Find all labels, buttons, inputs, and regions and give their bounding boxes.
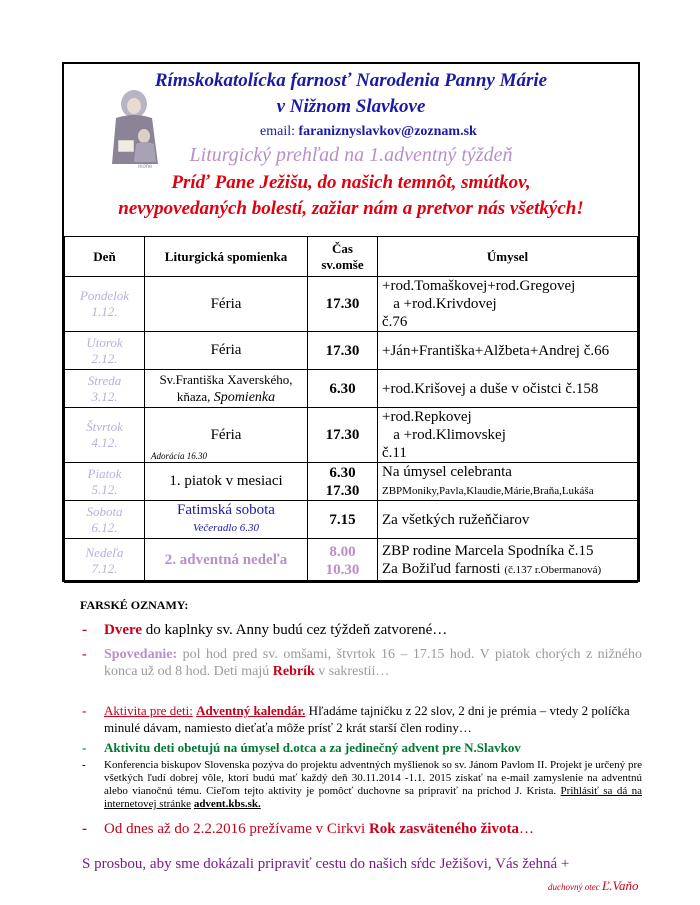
table-row (65, 501, 638, 539)
table-row (65, 463, 638, 501)
intent-cell (378, 408, 638, 463)
intent-line: a +rod.Krivdovej (393, 296, 497, 312)
announcement-keyword: Dvere (104, 622, 143, 638)
vigil-note: Večeradlo 6.30 (193, 522, 259, 534)
bulletin-header (64, 64, 638, 236)
announcement-text: Hľadáme tajničku z 22 slov, 2 dni je prémia – vtedy 2 políčka minulé dávam, namiesto dieťaťa môže prísť 2 krát starší člen rodiny… (104, 703, 630, 735)
day-name: Sobota (86, 503, 123, 519)
liturgy-line: kňaza, (176, 389, 211, 404)
bullet-dash: - (82, 647, 87, 662)
announcement-ellipsis: … (518, 821, 534, 837)
liturgy-cell (145, 408, 308, 463)
intent-line: Na úmysel celebranta (382, 464, 512, 480)
announcement-label: Aktivita pre deti: (104, 703, 193, 718)
time-cell: 17.30 (308, 332, 378, 370)
parish-location: v Nižnom Slavkove (276, 96, 426, 117)
intent-cell: +rod.Krišovej a duše v očistci č.158 (378, 370, 638, 408)
adoration-note: Adorácia 16.30 (151, 451, 207, 461)
intent-line: +rod.Tomaškovej+rod.Gregovej (382, 278, 576, 294)
table-row (65, 370, 638, 408)
time-cell: 17.30 (308, 277, 378, 332)
announcement-keyword: Spovedanie: (104, 647, 178, 662)
announcement-keyword: Rebrík (272, 664, 315, 679)
header-time (308, 237, 378, 277)
header-time-2: sv.omše (321, 256, 364, 272)
liturgy-line: Fatimská sobota (177, 502, 275, 518)
announcements-list (82, 622, 642, 845)
announcement-keyword: Rok zasväteného života (368, 821, 519, 837)
time-cell: 17.30 (308, 408, 378, 463)
header-intent: Úmysel (378, 237, 638, 277)
day-name: Nedeľa (85, 544, 124, 560)
prayer-line-2: nevypovedaných bolestí, zažiar nám a pretvor nás všetkých! (118, 198, 584, 219)
day-cell (65, 501, 145, 539)
signature-name: Ľ.Vaňo (601, 878, 639, 893)
liturgy-line: Sv.Františka Xaverského, (159, 372, 293, 387)
email-label: email: (260, 124, 295, 139)
advent-link[interactable]: advent.kbs.sk. (193, 798, 261, 810)
header-day: Deň (65, 237, 145, 277)
signature-prefix: duchovný otec (548, 882, 600, 892)
liturgy-cell (145, 501, 308, 539)
list-item (82, 646, 642, 702)
intent-cell (378, 463, 638, 501)
time-value: 10.30 (325, 561, 360, 578)
day-name: Streda (87, 372, 122, 388)
intent-line-small: (č.137 r.Obermanová) (504, 564, 602, 576)
email-line (260, 124, 477, 140)
day-date: 4.12. (91, 435, 118, 450)
header-liturgy: Liturgická spomienka (145, 237, 308, 277)
intent-line: Za Božiľud farnosti (382, 561, 501, 577)
day-date: 6.12. (91, 519, 118, 535)
announcements-heading: FARSKÉ OZNAMY: (80, 598, 189, 612)
svg-text:ikone: ikone (138, 164, 153, 170)
liturgy-cell: Féria (145, 277, 308, 332)
day-date: 1.12. (91, 304, 118, 319)
liturgy-cell: 2. adventná nedeľa (145, 539, 308, 583)
liturgy-cell: 1. piatok v mesiaci (145, 463, 308, 501)
intent-line: ZBPMoniky,Pavla,Klaudie,Márie,Braňa,Lukáša (382, 485, 594, 497)
announcement-text: Od dnes až do 2.2.2016 prežívame v Cirkvi (104, 821, 366, 837)
announcement-text: Konferencia biskupov Slovenska pozýva do projektu adventných myšlienok so sv. Jánom Pavlom II. Projekt je určený pre všetkých ľudí dobrej vôle, ktorí budú mať každý deň 30.11.2014 -1.1. 2015 získať na e-mail zamyslenie na adventnú alebo vianočnú tému. Cieľom tejto aktivity je pomôcť duchovne sa pripraviť na príchod J. Krista. (104, 759, 642, 797)
list-item (82, 702, 642, 740)
time-value: 8.00 (329, 543, 356, 560)
day-name: Štvrtok (86, 419, 123, 434)
day-cell (65, 463, 145, 501)
day-cell (65, 539, 145, 583)
day-date: 7.12. (91, 560, 118, 576)
intent-cell: +Ján+Františka+Alžbeta+Andrej č.66 (378, 332, 638, 370)
bullet-dash: - (82, 622, 87, 638)
day-date: 5.12. (91, 481, 118, 497)
day-date: 2.12. (91, 350, 118, 366)
day-cell (65, 370, 145, 408)
day-cell (65, 332, 145, 370)
bullet-dash: - (82, 703, 87, 718)
day-name: Utorok (86, 334, 123, 350)
day-cell (65, 408, 145, 463)
day-name: Pondelok (79, 288, 130, 303)
liturgical-subtitle: Liturgický prehľad na 1.adventný týždeň (189, 144, 513, 166)
table-row (65, 539, 638, 583)
intent-cell (378, 539, 638, 583)
schedule-table (64, 236, 638, 583)
liturgy-rank: Spomienka (213, 390, 276, 405)
email-address[interactable]: faraniznyslavkov@zoznam.sk (298, 124, 477, 139)
time-cell (308, 539, 378, 583)
intent-cell (378, 277, 638, 332)
announcement-text: v sakrestii… (318, 664, 390, 679)
table-header-row (65, 237, 638, 277)
intent-line: +rod.Repkovej (382, 409, 472, 425)
intent-cell: Za všetkých ružeňčiarov (378, 501, 638, 539)
intent-line: ZBP rodine Marcela Spodníka č.15 (382, 543, 594, 559)
intent-line: a +rod.Klimovskej (393, 427, 506, 443)
closing-blessing: S prosbou, aby sme dokázali pripraviť cestu do našich sŕdc Ježišovi, Vás žehná + (82, 856, 570, 872)
time-cell: 7.15 (308, 501, 378, 539)
list-item (82, 622, 642, 646)
bullet-dash: - (82, 821, 87, 837)
intent-number: č.76 (382, 314, 408, 330)
intent-number: č.11 (382, 445, 407, 461)
header-time-1: Čas (332, 240, 353, 256)
signature (548, 878, 638, 894)
day-date: 3.12. (91, 388, 118, 404)
table-row (65, 332, 638, 370)
announcement-link-text: Prihlásiť sa dá na internetovej stránke (104, 785, 642, 810)
announcement-text: pol hod pred sv. omšami, štvrtok 16 – 17.15 hod. V piatok chorých z nižného konca už od 8 hod. Deti majú (104, 647, 643, 679)
announcement-text: Aktivitu deti obetujú na úmysel d.otca a za jedinečný advent pre N.Slavkov (104, 740, 521, 755)
announcement-text: do kaplnky sv. Anny budú cez týždeň zatvorené… (145, 622, 448, 638)
table-row (65, 277, 638, 332)
prayer-line-1: Príď Pane Ježišu, do našich temnôt, smútkov, (171, 172, 531, 193)
bullet-dash: - (82, 740, 87, 755)
bulletin-frame (62, 62, 640, 582)
table-row (65, 408, 638, 463)
liturgy-cell: Féria (145, 332, 308, 370)
day-cell (65, 277, 145, 332)
time-value: 6.30 (329, 464, 356, 481)
liturgy-cell (145, 370, 308, 408)
time-cell (308, 463, 378, 501)
liturgy-line: Féria (210, 426, 242, 443)
announcement-keyword: Adventný kalendár. (196, 703, 306, 718)
bullet-dash: - (82, 759, 86, 771)
parish-title: Rímskokatolícka farnosť Narodenia Panny Márie (154, 70, 548, 91)
list-item (82, 740, 642, 759)
day-name: Piatok (87, 465, 122, 481)
list-item (82, 759, 642, 821)
time-cell: 6.30 (308, 370, 378, 408)
time-value: 17.30 (325, 482, 360, 499)
list-item (82, 821, 642, 845)
